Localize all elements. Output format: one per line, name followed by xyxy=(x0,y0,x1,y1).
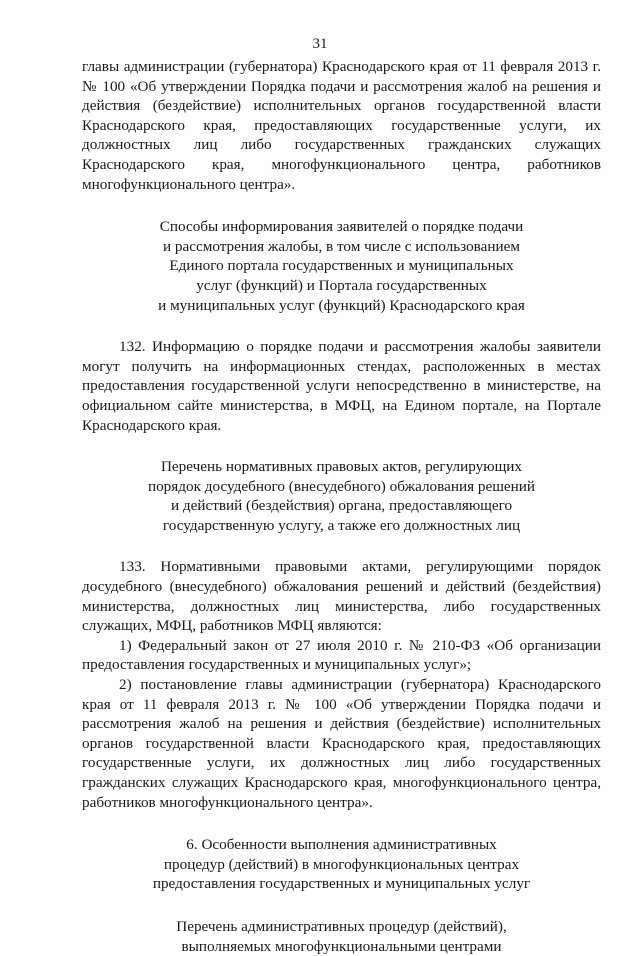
heading-line: Способы информирования заявителей о порядке подачи xyxy=(159,218,524,236)
heading-line: и рассмотрения жалобы, в том числе с использованием xyxy=(162,237,520,255)
section-heading-mfc-list xyxy=(82,917,601,956)
heading-line: предоставления государственных и муниципальных услуг xyxy=(152,875,531,893)
paragraph-133-item-1: 1) Федеральный закон от 27 июля 2010 г. № 210-ФЗ «Об организации предоставления государственных и муниципальных услуг»; xyxy=(82,636,601,674)
paragraph-133-item-2: 2) постановление главы администрации (губернатора) Краснодарского края от 11 февраля 2013 г. № 100 «Об утверждении Порядка подачи и рассмотрения жалоб на решения и действия (бездействие) исполнительных органов государственной власти Краснодарского края, предоставляющих государственные услуги, их должностных лиц либо государственных гражданских служащих Краснодарского края, многофункционального центра, работников многофункционального центра». xyxy=(82,676,601,811)
heading-line: процедур (действий) в многофункциональных центрах xyxy=(163,855,520,873)
heading-line: услуг (функций) и Портала государственных xyxy=(196,276,487,294)
page-content xyxy=(82,57,601,956)
paragraph-133: 133. Нормативными правовыми актами, регулирующими порядок досудебного (внесудебного) обжалования решений и действий (бездействия) министерства, должностных лиц министерства, либо государственных служащих, МФЦ, работников МФЦ являются: xyxy=(82,558,601,635)
page-number: 31 xyxy=(312,36,328,52)
heading-line: государственную услугу, а также его должностных лиц xyxy=(162,516,521,534)
heading-line: Единого портала государственных и муниципальных xyxy=(169,257,514,275)
section-heading-mfc-procedures xyxy=(82,835,601,894)
heading-line: выполняемых многофункциональными центрами xyxy=(181,937,502,955)
heading-line: Перечень нормативных правовых актов, регулирующих xyxy=(160,458,523,476)
section-heading-normative-acts xyxy=(82,457,601,535)
heading-line: и муниципальных услуг (функций) Краснодарского края xyxy=(158,296,525,314)
heading-line: и действий (бездействия) органа, предоставляющего xyxy=(170,497,513,515)
paragraph-132: 132. Информацию о порядке подачи и рассмотрения жалобы заявители могут получить на информационных стендах, расположенных в местах предоставления государственной услуги непосредственно в министерстве, на официальном сайте министерства, в МФЦ, на Едином портале, на Портале Краснодарского края. xyxy=(82,338,601,434)
heading-line: порядок досудебного (внесудебного) обжалования решений xyxy=(147,477,536,495)
paragraph-continuation: главы администрации (губернатора) Краснодарского края от 11 февраля 2013 г. № 100 «Об утверждении Порядка подачи и рассмотрения жалоб на решения и действия (бездействие) исполнительных органов государственной власти Краснодарского края, предоставляющих государственные услуги, их должностных лиц либо государственных гражданских служащих Краснодарского края, многофункционального центра, работников многофункционального центра». xyxy=(82,58,601,193)
heading-line: Перечень административных процедур (действий), xyxy=(176,917,507,935)
section-heading-complaint-info xyxy=(82,217,601,315)
heading-line: 6. Особенности выполнения административных xyxy=(186,836,497,854)
